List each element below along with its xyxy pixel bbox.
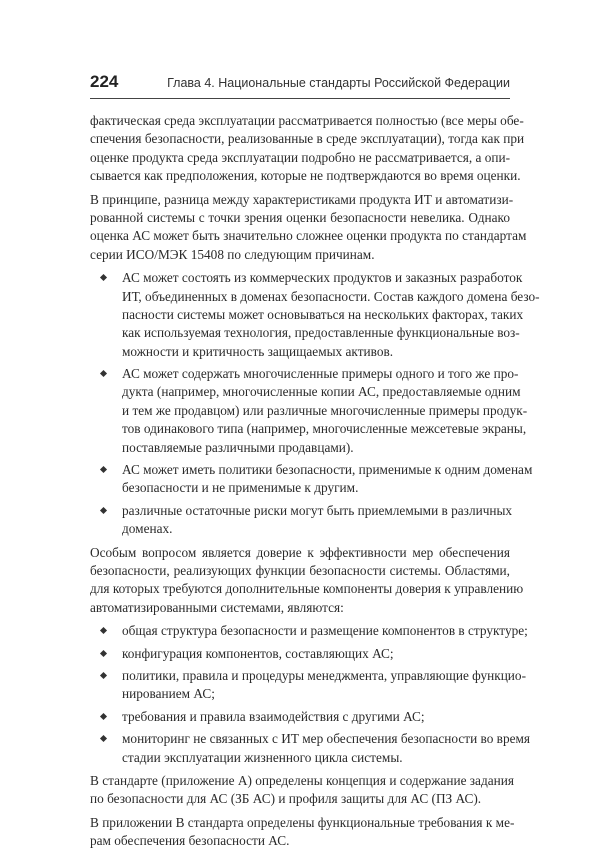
list-item	[90, 667, 526, 704]
list-item	[90, 461, 533, 498]
paragraph	[90, 191, 527, 265]
diamond-bullet-icon	[100, 507, 107, 514]
page-body	[90, 112, 540, 855]
diamond-bullet-icon	[100, 370, 107, 377]
diamond-bullet-icon	[100, 672, 107, 679]
list-item	[90, 730, 531, 767]
paragraph	[90, 814, 515, 851]
diamond-bullet-icon	[100, 466, 107, 473]
text-line: безопасности, реализующих функции безопасности системы. Областями,	[90, 562, 510, 578]
chapter-title: Глава 4. Национальные стандарты Российской Федерации	[167, 76, 510, 90]
text-line: автоматизированными системами, являются:	[90, 599, 344, 615]
text-line: можности и критичность защищаемых активов.	[122, 343, 394, 359]
text-line: политики, правила и процедуры менеджмента, управляющие функцио-	[122, 667, 526, 683]
text-line: тов одинакового типа (например, многочисленные межсетевые экраны,	[122, 421, 527, 437]
text-line: как используемая технология, предоставленные функциональные воз-	[122, 325, 520, 341]
list-item	[90, 645, 510, 663]
bullet-list	[90, 269, 540, 538]
text-line: и тем же продавцом) или различные многочисленные примеры продук-	[122, 402, 528, 418]
text-line: конфигурация компонентов, составляющих АС;	[122, 645, 394, 661]
text-line: для которых требуются дополнительные компоненты доверия к управлению	[90, 581, 524, 597]
diamond-bullet-icon	[100, 735, 107, 742]
text-line: нированием АС;	[122, 686, 215, 702]
text-line: АС может иметь политики безопасности, применимые к одним доменам	[122, 462, 533, 478]
text-line: мониторинг не связанных с ИТ мер обеспечения безопасности во время	[122, 731, 531, 747]
list-item	[90, 708, 510, 726]
text-line: рам обеспечения безопасности АС.	[90, 833, 290, 849]
text-line: ИТ, объединенных в доменах безопасности. Состав каждого домена безо-	[122, 288, 540, 304]
text-line: рованной системы с точки зрения оценки безопасности невелика. Однако	[90, 209, 510, 225]
text-line: сывается как предположения, которые не подтверждаются во время оценки.	[90, 168, 521, 184]
text-line: фактическая среда эксплуатации рассматривается полностью (все меры обе-	[90, 113, 524, 128]
text-line: В стандарте (приложение А) определены концепция и содержание задания	[90, 772, 514, 788]
text-line: оценке продукта среда эксплуатации подробно не рассматривается, а опи-	[90, 149, 511, 165]
list-item	[90, 365, 528, 457]
text-line: по безопасности для АС (ЗБ АС) и профиля защиты для АС (ПЗ АС).	[90, 791, 482, 807]
text-line: различные остаточные риски могут быть приемлемыми в различных	[122, 502, 513, 518]
text-line: требования и правила взаимодействия с другими АС;	[122, 708, 425, 724]
text-line: оценка АС может быть значительно сложнее оценки продукта по стандартам	[90, 228, 527, 244]
text-line: спечения безопасности, реализованные в среде эксплуатации), тогда как при	[90, 131, 525, 147]
page-number: 224	[90, 72, 119, 91]
paragraph	[90, 544, 524, 618]
text-line: общая структура безопасности и размещение компонентов в структуре;	[122, 623, 528, 639]
bullet-list	[90, 622, 531, 767]
text-line: В приложении В стандарта определены функциональные требования к ме-	[90, 814, 515, 830]
text-line: АС может состоять из коммерческих продуктов и заказных разработок	[122, 270, 523, 286]
list-item	[90, 622, 528, 640]
text-line: дукта (например, многочисленные копии АС, предоставляемые одним	[122, 384, 521, 400]
list-item	[90, 269, 540, 361]
diamond-bullet-icon	[100, 274, 107, 281]
text-line: В принципе, разница между характеристиками продукта ИТ и автоматизи-	[90, 191, 514, 207]
text-line: стадии эксплуатации жизненного цикла системы.	[122, 749, 403, 765]
list-item	[90, 502, 513, 539]
text-line: серии ИСО/МЭК 15408 по следующим причинам.	[90, 246, 375, 262]
diamond-bullet-icon	[100, 650, 107, 657]
text-line: безопасности и не применимые к другим.	[122, 480, 359, 496]
paragraph	[90, 772, 514, 809]
diamond-bullet-icon	[100, 627, 107, 634]
paragraph	[90, 112, 525, 186]
diamond-bullet-icon	[100, 713, 107, 720]
running-header	[90, 72, 510, 99]
text-line: поставляемые различными продавцами).	[122, 439, 354, 455]
text-line: АС может содержать многочисленные примеры одного и того же про-	[122, 366, 519, 382]
text-line: пасности системы может основываться на нескольких факторах, таких	[122, 306, 524, 322]
text-line: доменах.	[122, 521, 173, 537]
text-line: Особым вопросом является доверие к эффективности мер обеспечения	[90, 544, 510, 560]
